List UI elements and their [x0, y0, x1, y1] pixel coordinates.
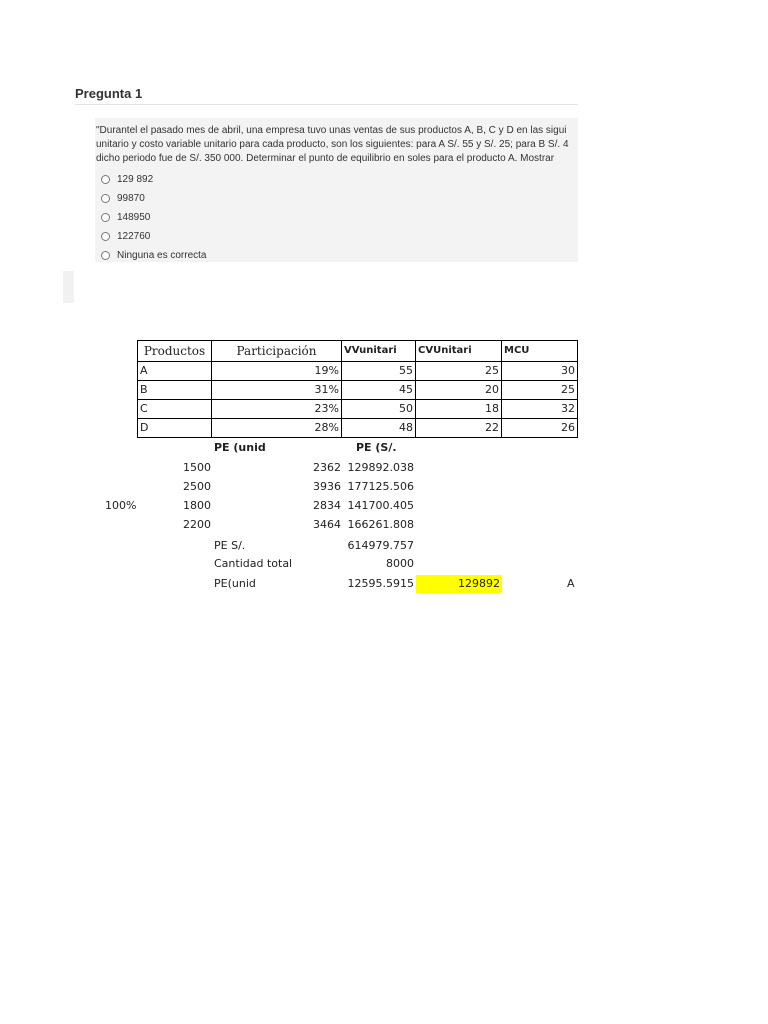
table-cell: 23%	[314, 402, 339, 415]
table-cell: 25	[561, 383, 575, 396]
option-label: 148950	[117, 211, 151, 223]
calc-cell: 2500	[183, 480, 211, 493]
title-divider	[75, 104, 578, 105]
side-strip	[63, 271, 74, 303]
option-4[interactable]	[101, 229, 150, 243]
question-line: dicho periodo fue de S/. 350 000. Determinar el punto de equilibrio en soles para el producto A. Mostrar	[96, 153, 555, 164]
header-participacion: Participación	[236, 344, 317, 358]
table-cell: 32	[561, 402, 575, 415]
table-cell: B	[140, 383, 148, 396]
cantidad-total-value: 8000	[386, 557, 414, 570]
table-cell: C	[140, 402, 148, 415]
answer-product: A	[567, 577, 575, 590]
question-line: unitario y costo variable unitario para cada producto, son los siguientes: para A S/. 55 y S/. 25; para B S/. 4	[96, 139, 569, 150]
pe-unid-label: PE(unid	[214, 577, 256, 590]
header-cvunitari: CVUnitari	[418, 345, 472, 356]
table-cell: 28%	[314, 421, 339, 434]
radio-icon[interactable]	[101, 232, 110, 241]
percent-label: 100%	[105, 499, 137, 512]
pe-soles-label: PE S/.	[214, 539, 246, 552]
option-label: 122760	[117, 230, 151, 242]
question-line: "Durantel el pasado mes de abril, una empresa tuvo unas ventas de sus productos A, B, C y D en las sigui	[96, 125, 567, 136]
header-mcu: MCU	[504, 345, 530, 356]
table-cell: 31%	[314, 383, 339, 396]
pe-unid-value: 12595.5915	[347, 577, 414, 590]
radio-icon[interactable]	[101, 194, 110, 203]
calc-cell: 2834	[313, 499, 341, 512]
table-cell: 48	[399, 421, 413, 434]
calc-cell: 2200	[183, 518, 211, 531]
radio-icon[interactable]	[101, 175, 110, 184]
calc-cell: 1500	[183, 461, 211, 474]
calc-cell: 1800	[183, 499, 211, 512]
option-2[interactable]	[101, 191, 145, 205]
question-title: Pregunta 1	[75, 86, 143, 101]
calc-cell: 3936	[313, 480, 341, 493]
table-cell: D	[140, 421, 149, 434]
option-label: 99870	[117, 192, 145, 204]
pe-unid-header: PE (unid	[214, 441, 266, 454]
option-3[interactable]	[101, 210, 150, 224]
calc-cell: 129892.038	[347, 461, 414, 474]
table-cell: 26	[561, 421, 575, 434]
table-cell: 45	[399, 383, 413, 396]
calc-cell: 3464	[313, 518, 341, 531]
cantidad-total-label: Cantidad total	[214, 557, 293, 570]
pe-soles-total: 614979.757	[347, 539, 414, 552]
products-table	[137, 340, 578, 438]
table-cell: 20	[485, 383, 499, 396]
table-cell: 18	[485, 402, 499, 415]
radio-icon[interactable]	[101, 251, 110, 260]
table-cell: 55	[399, 364, 413, 377]
table-cell: 19%	[314, 364, 339, 377]
table-cell: 50	[399, 402, 413, 415]
header-productos: Productos	[143, 344, 206, 358]
radio-icon[interactable]	[101, 213, 110, 222]
pe-soles-header: PE (S/.	[356, 441, 397, 454]
header-vvunitari: VVunitari	[344, 345, 397, 356]
question-panel	[95, 118, 578, 262]
answer-value: 129892	[458, 577, 500, 590]
table-cell: 22	[485, 421, 499, 434]
calc-cell: 141700.405	[347, 499, 414, 512]
calc-cell: 177125.506	[347, 480, 414, 493]
table-cell: 30	[561, 364, 575, 377]
table-cell: 25	[485, 364, 499, 377]
question-text	[96, 124, 578, 166]
option-5[interactable]	[101, 248, 207, 262]
calc-cell: 166261.808	[347, 518, 414, 531]
option-label: 129 892	[117, 173, 154, 185]
table-cell: A	[140, 364, 148, 377]
option-label: Ninguna es correcta	[117, 249, 207, 261]
option-1[interactable]	[101, 172, 153, 186]
calc-cell: 2362	[313, 461, 341, 474]
